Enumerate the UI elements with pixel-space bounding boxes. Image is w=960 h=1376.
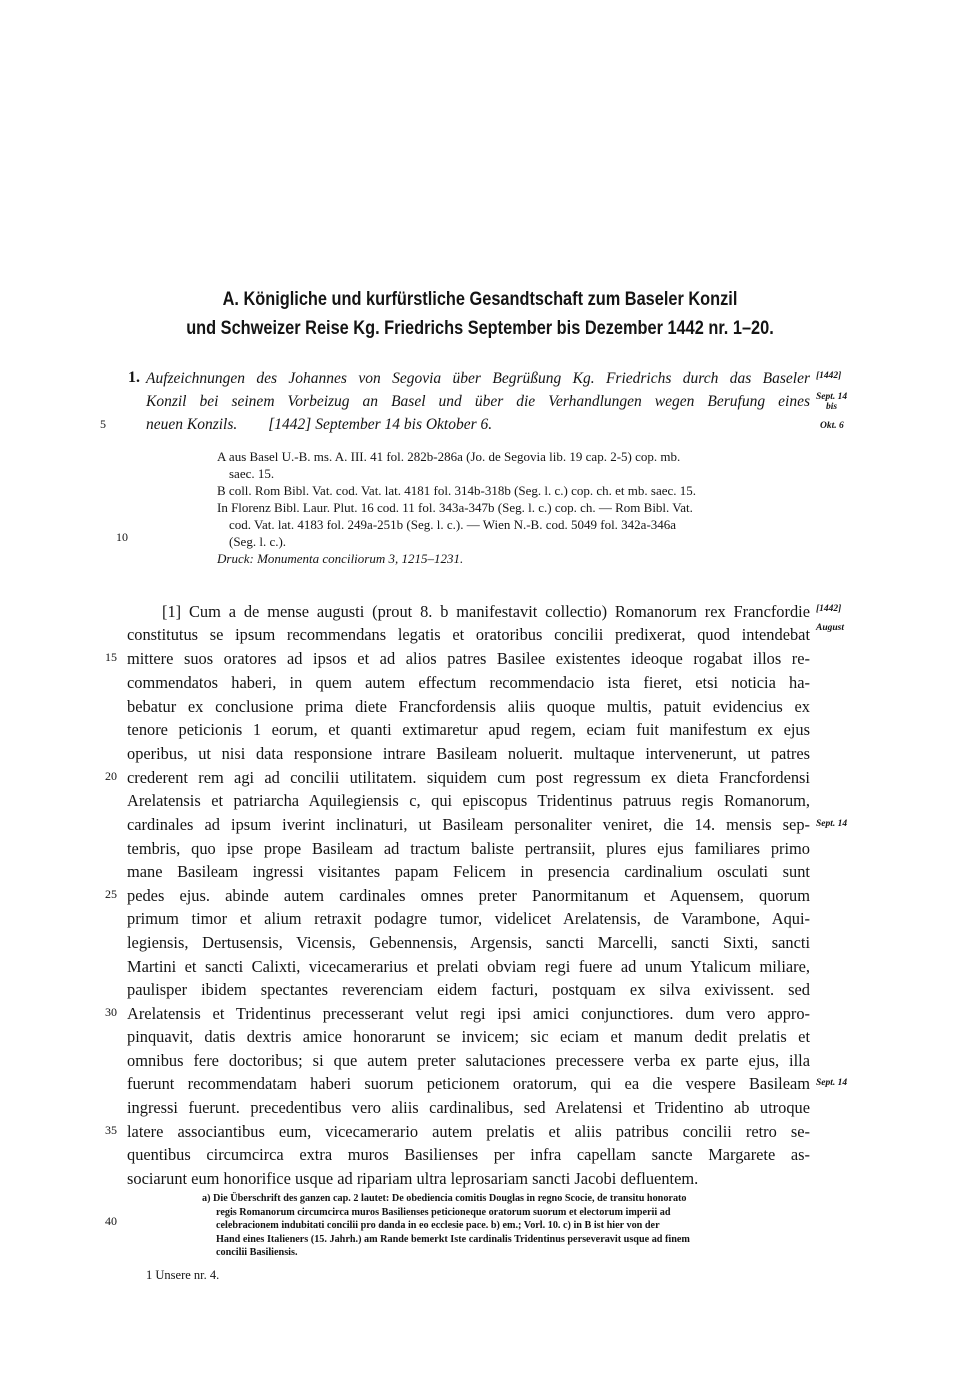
body-line: Arelatensis et patriarcha Aquilegiensis c, qui episcopus Tridentinus patruus regis Romanorum, [127,791,810,810]
doc-title-text: Konzil bei seinem Vorbeizug an Basel und über die Verhandlungen wegen Berufung eines [146,393,810,410]
manuscript-sources [217,448,810,567]
doc-title-line [0,413,960,439]
body-line: cardinales ad ipsum iverint inclinaturi, ut Basileam personaliter veniret, die 14. mensis sep- Sept. 14 [0,813,960,839]
line-number: 25 [105,887,117,901]
margin-date: bis [826,402,838,412]
source-line: (Seg. l. c.). [229,534,287,549]
footnote-line: regis Romanorum circumcirca muros Basilienses peticioneque oratorum suorum et electorum imperii ad [216,1206,671,1218]
body-line: 35 latere associantibus eum, vicecamerario autem prelatis et aliis patribus concilii retro se- [105,1122,810,1141]
body-line: bebatur ex conclusione prima diete Francfordensis aliis quoque multis, patuit evidencius ex [127,697,810,716]
body-line: 15 mittere suos oratores ad ipsos et ad alios patres Basilee existentes ideoque rogabat illos re- [105,649,810,668]
body-line: Martini et sancti Calixti, vicecamerarius et prelati obviam regi fuere ad unum Ytalicum miliare, [127,957,810,976]
margin-date: Sept. 14 [816,819,848,829]
line-number: 15 [105,650,117,664]
body-line: 20 crederent rem agi ad concilii utilitatem. siquidem cum post regressum ex dieta Francfordensi [105,768,810,787]
doc-title-text: Aufzeichnungen des Johannes von Segovia über Begrüßung Kg. Friedrichs durch das Baseler [146,370,810,387]
source-line: saec. 15. [229,466,275,481]
body-line: paulisper ibidem spectantes reverenciam eidem facturi, postquam ex silva exivissent. sed [127,980,810,999]
footnote-1: 1 Unsere nr. 4. [146,1268,220,1282]
body-line: ingressi fuerunt. precedentibus vero aliis cardinalibus, sed Arelatensi et Tridentino ab utroque [127,1098,810,1117]
source-line: cod. Vat. lat. 4183 fol. 249a-251b (Seg. l. c.). — Wien N.-B. cod. 5049 fol. 342a-346a [229,517,677,532]
line-number: 35 [105,1123,117,1137]
margin-date: Sept. 14 [816,1078,848,1088]
line-number: 30 [105,1005,117,1019]
margin-date: Okt. 6 [820,421,844,431]
critical-apparatus [202,1192,810,1260]
body-line: 25 pedes ejus. abinde autem cardinales omnes preter Panormitanum et Aquensem, quorum [105,886,810,905]
footnote-line: concilii Basiliensis. [216,1247,298,1258]
line-number: 40 [105,1214,117,1228]
margin-date: August [816,623,844,633]
doc-number: 1. [128,369,140,386]
margin-date: [1442] [816,371,842,381]
body-line: constitutus se ipsum recommendans legatis et oratoribus concilii predixerat, quod intendebat August [0,623,960,649]
source-line: B coll. Rom Bibl. Vat. cod. Vat. lat. 4181 fol. 314b-318b (Seg. l. c.) cop. ch. et mb. saec. 15. [217,483,697,498]
body-line: 30 Arelatensis et Tridentinus precesserant velut regi ipsi amici conjunctiores. dum vero appro- [105,1004,810,1023]
doc-title-text: neuen Konzils. [1442] September 14 bis Oktober 6. [146,416,493,433]
body-line: mane Basileam ingressi visitantes papam Felicem in presencia cardinalium osculati sunt [127,862,810,881]
footnote-line: Hand eines Italieners (15. Jahrh.) am Rande bemerkt Iste cardinalis Tridentinus perseveravit usque ad finem [216,1233,690,1245]
print-edition: Druck: Monumenta conciliorum 3, 1215–1231. [217,551,464,566]
chapter-heading-line-1: A. Königliche und kurfürstliche Gesandtschaft zum Baseler Konzil [222,289,738,310]
source-line: A aus Basel U.-B. ms. A. III. 41 fol. 282b-286a (Jo. de Segovia lib. 19 cap. 2-5) cop. mb. [217,449,681,464]
body-line: omnibus fere doctoribus; si que autem preter salutaciones precessere verba ex parte ejus, illa [127,1051,810,1070]
footnote-line: celebracionem indubitati concilii pro danda in eo ecclesie pace. b) em.; Vorl. 10. c) in B ist hier von der [216,1220,660,1231]
line-number: 5 [100,417,106,431]
chapter-heading-line-2: und Schweizer Reise Kg. Friedrichs September bis Dezember 1442 nr. 1–20. [186,318,774,339]
body-line: fuerunt recommendatam haberi suorum peticionem oratorum, qui ea die vespere Basileam Sept. 14 [0,1072,960,1098]
body-line: tenore peticionis 1 eorum, et quanti extimaretur apud regem, eciam fuit manifestum ex ejus [127,720,810,739]
body-line: pinquavit, datis dextris amice honorarunt se invicem; sic eciam et manum dedit prelatis et [127,1027,810,1046]
body-line: primum timor et alium retraxit podagre tumor, videlicet Arelatensis, de Varambone, Aqui- [127,909,810,928]
body-line: sociarunt eum honorifice usque ad ripariam ultra leprosariam sancti Jacobi defluentem. [127,1169,699,1188]
margin-date: [1442] [816,604,842,614]
body-line: tembris, quo ipse prope Basileam ad tractum baliste pertransiit, plures ejus familiares primo [127,839,810,858]
source-line: In Florenz Bibl. Laur. Plut. 16 cod. 11 fol. 343a-347b (Seg. l. c.) cop. ch. — Rom Bibl. Vat. [217,500,693,515]
line-number: 10 [116,530,128,544]
margin-date: Sept. 14 [816,392,848,402]
body-line: legiensis, Dertusensis, Vicensis, Gebennensis, Argensis, sancti Marcelli, sancti Sixti, sancti [127,933,810,952]
body-line: commendatos haberi, in quem autem effectum recommendacio ista fieret, etsi noticia ha- [127,673,810,692]
body-line: [1] Cum a de mense augusti (prout 8. b manifestavit collectio) Romanorum rex Francfordie [1442] [0,600,960,626]
line-number: 20 [105,769,117,783]
footnote-line: a) Die Überschrift des ganzen cap. 2 lautet: De obediencia comitis Douglas in regno Scocie, de transitu honorato [202,1193,687,1204]
body-line: quentibus circumcirca extra muros Basilienses per infra capellam sancte Margarete as- [127,1145,810,1164]
body-line: operibus, ut nisi data responsione intrare Basileam noluerit. multaque intervenerunt, ut patres [127,744,810,763]
